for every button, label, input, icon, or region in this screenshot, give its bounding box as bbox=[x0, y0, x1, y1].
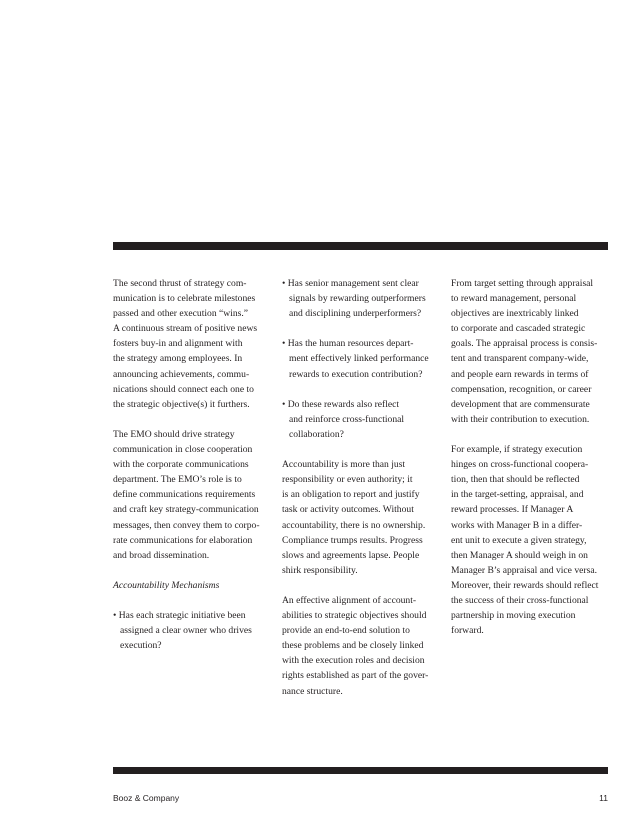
text-line: objectives are inextricably linked bbox=[451, 308, 579, 320]
text-line: communication in close cooperation bbox=[113, 444, 253, 456]
text-line: ment effectively linked performance bbox=[289, 353, 429, 365]
bullet-item bbox=[282, 336, 442, 381]
text-line: The second thrust of strategy com- bbox=[113, 278, 247, 289]
text-column-3 bbox=[451, 276, 611, 638]
section-heading: Accountability Mechanisms bbox=[113, 579, 220, 591]
text-line: assigned a clear owner who drives bbox=[120, 625, 252, 637]
text-line: and reinforce cross-functional bbox=[289, 413, 405, 425]
text-line: • Has senior management sent clear bbox=[282, 278, 419, 289]
bullet-item bbox=[113, 608, 273, 653]
text-line: responsibility or even authority; it bbox=[282, 474, 413, 486]
text-line: to corporate and cascaded strategic bbox=[451, 323, 586, 335]
text-line: collaboration? bbox=[289, 428, 344, 440]
text-line: and broad dissemination. bbox=[113, 549, 210, 561]
text-line: shirk responsibility. bbox=[282, 564, 358, 576]
text-line: execution? bbox=[120, 640, 162, 652]
text-line: development that are commensurate bbox=[451, 398, 590, 410]
text-line: Manager B’s appraisal and vice versa. bbox=[451, 564, 597, 576]
text-line: then Manager A should weigh in on bbox=[451, 549, 588, 561]
text-line: the strategy among employees. In bbox=[113, 353, 243, 365]
text-line: rights established as part of the gover- bbox=[282, 670, 429, 682]
text-line: nance structure. bbox=[282, 685, 343, 697]
text-line: slows and agreements lapse. People bbox=[282, 549, 420, 561]
text-line: provide an end-to-end solution to bbox=[282, 625, 410, 637]
text-column-2 bbox=[282, 276, 442, 699]
text-line: partnership in moving execution bbox=[451, 610, 576, 622]
text-line: with their contribution to execution. bbox=[451, 413, 590, 425]
text-line: Moreover, their rewards should reflect bbox=[451, 579, 599, 591]
text-line: and disciplining underperformers? bbox=[289, 308, 422, 320]
text-line: messages, then convey them to corpo- bbox=[113, 519, 260, 531]
text-line: and people earn rewards in terms of bbox=[451, 368, 589, 380]
text-line: Accountability is more than just bbox=[282, 459, 406, 471]
text-line: accountability, there is no ownership. bbox=[282, 519, 426, 531]
text-line: to reward management, personal bbox=[451, 293, 577, 305]
text-line: • Has the human resources depart- bbox=[282, 338, 414, 350]
footer-company: Booz & Company bbox=[113, 793, 180, 803]
paragraph-emo-role bbox=[113, 427, 273, 563]
text-line: goals. The appraisal process is consis- bbox=[451, 338, 598, 350]
text-line: From target setting through appraisal bbox=[451, 278, 594, 289]
text-line: compensation, recognition, or career bbox=[451, 383, 592, 395]
text-line: The EMO should drive strategy bbox=[113, 428, 235, 440]
text-line: in the target-setting, appraisal, and bbox=[451, 489, 584, 501]
text-line: Compliance trumps results. Progress bbox=[282, 534, 423, 546]
text-line: these problems and be closely linked bbox=[282, 640, 424, 652]
paragraph-target-setting bbox=[451, 276, 611, 427]
bottom-divider-bar bbox=[113, 767, 608, 774]
text-line: A continuous stream of positive news bbox=[113, 323, 258, 335]
page-number: 11 bbox=[599, 793, 608, 803]
text-line: nications should connect each one to bbox=[113, 383, 254, 395]
text-line: An effective alignment of account- bbox=[282, 594, 417, 606]
text-line: department. The EMO’s role is to bbox=[113, 474, 242, 486]
text-line: passed and other execution “wins.” bbox=[113, 308, 249, 320]
text-line: reward processes. If Manager A bbox=[451, 504, 574, 516]
top-divider-bar bbox=[113, 242, 608, 250]
text-line: works with Manager B in a differ- bbox=[451, 519, 583, 531]
text-line: fosters buy-in and alignment with bbox=[113, 338, 243, 350]
text-line: • Do these rewards also reflect bbox=[282, 398, 400, 410]
text-line: with the corporate communications bbox=[113, 459, 249, 471]
paragraph-alignment bbox=[282, 593, 442, 699]
text-line: define communications requirements bbox=[113, 489, 256, 501]
text-line: forward. bbox=[451, 625, 484, 637]
paragraph-strategy-communication bbox=[113, 276, 273, 412]
text-line: abilities to strategic objectives should bbox=[282, 610, 427, 622]
text-line: • Has each strategic initiative been bbox=[113, 610, 246, 622]
text-line: hinges on cross-functional coopera- bbox=[451, 459, 589, 471]
text-line: ent unit to execute a given strategy, bbox=[451, 534, 587, 546]
text-column-1 bbox=[113, 276, 273, 653]
text-line: announcing achievements, commu- bbox=[113, 368, 250, 380]
text-line: the success of their cross-functional bbox=[451, 594, 589, 606]
text-line: tent and transparent company-wide, bbox=[451, 353, 589, 365]
text-line: with the execution roles and decision bbox=[282, 655, 425, 667]
text-line: is an obligation to report and justify bbox=[282, 489, 420, 501]
text-line: tion, then that should be reflected bbox=[451, 474, 580, 486]
text-line: task or activity outcomes. Without bbox=[282, 504, 414, 516]
paragraph-example bbox=[451, 442, 611, 638]
text-line: munication is to celebrate milestones bbox=[113, 293, 256, 305]
text-line: signals by rewarding outperformers bbox=[289, 293, 426, 305]
bullet-item bbox=[282, 276, 442, 321]
paragraph-accountability bbox=[282, 457, 442, 578]
text-line: the strategic objective(s) it furthers. bbox=[113, 398, 250, 410]
text-line: rewards to execution contribution? bbox=[289, 368, 423, 380]
text-line: and craft key strategy-communication bbox=[113, 504, 259, 516]
text-line: For example, if strategy execution bbox=[451, 444, 583, 456]
bullet-item bbox=[282, 397, 442, 442]
text-line: rate communications for elaboration bbox=[113, 534, 253, 546]
